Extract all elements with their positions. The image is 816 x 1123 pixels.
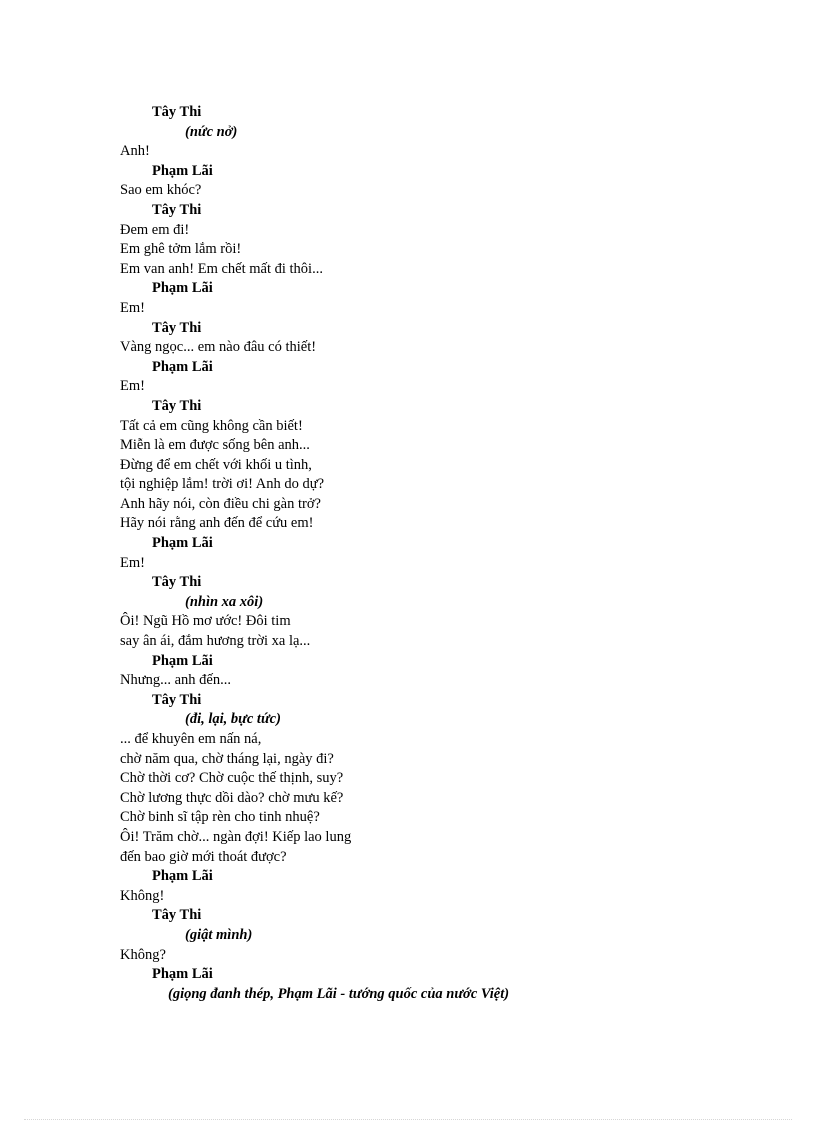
- verse-line: Sao em khóc?: [120, 182, 202, 199]
- verse-line: Em!: [120, 554, 145, 571]
- verse-line: Chờ lương thực dồi dào? chờ mưu kế?: [120, 789, 344, 806]
- speaker-name: Tây Thi: [152, 201, 202, 218]
- speaker-name: Phạm Lãi: [152, 162, 213, 179]
- verse-line: tội nghiệp lắm! trời ơi! Anh do dự?: [120, 476, 325, 493]
- stage-direction: (giật mình): [185, 926, 253, 943]
- verse-line: Em ghê tởm lắm rồi!: [120, 241, 242, 258]
- verse-line: Ôi! Trăm chờ... ngàn đợi! Kiếp lao lung: [120, 828, 352, 845]
- verse-line: say ân ái, đắm hương trời xa lạ...: [120, 633, 311, 650]
- verse-line: Nhưng... anh đến...: [120, 672, 231, 689]
- verse-line: Chờ thời cơ? Chờ cuộc thế thịnh, suy?: [120, 770, 344, 787]
- speaker-name: Tây Thi: [152, 691, 202, 708]
- verse-line: Miễn là em được sống bên anh...: [120, 437, 310, 454]
- verse-line: ... để khuyên em nấn ná,: [120, 731, 262, 747]
- speaker-name: Phạm Lãi: [152, 966, 213, 983]
- speaker-name: Tây Thi: [152, 574, 202, 591]
- verse-line: Không?: [120, 946, 166, 963]
- speaker-name: Phạm Lãi: [152, 868, 213, 885]
- verse-line: Chờ binh sĩ tập rèn cho tinh nhuệ?: [120, 809, 320, 826]
- speaker-name: Phạm Lãi: [152, 280, 213, 297]
- verse-line: Anh hãy nói, còn điều chi gàn trở?: [120, 495, 321, 512]
- stage-direction: (nhìn xa xôi): [185, 593, 264, 610]
- verse-line: Em van anh! Em chết mất đi thôi...: [120, 260, 323, 277]
- speaker-name: Tây Thi: [152, 907, 202, 924]
- verse-line: Hãy nói rằng anh đến để cứu em!: [120, 515, 314, 532]
- verse-line: Vàng ngọc... em nào đâu có thiết!: [120, 339, 317, 356]
- speaker-name: Phạm Lãi: [152, 535, 213, 552]
- verse-line: Anh!: [120, 143, 150, 160]
- verse-line: Ôi! Ngũ Hồ mơ ước! Đôi tim: [120, 613, 291, 630]
- play-script: [120, 103, 680, 1004]
- verse-line: chờ năm qua, chờ tháng lại, ngày đi?: [120, 750, 334, 767]
- verse-line: Em!: [120, 378, 145, 395]
- stage-direction: (đi, lại, bực tức): [185, 711, 281, 728]
- page-bottom-divider: [24, 1119, 792, 1120]
- speaker-name: Phạm Lãi: [152, 358, 213, 375]
- verse-line: Đem em đi!: [120, 221, 190, 238]
- stage-direction: (nức nở): [185, 123, 238, 140]
- verse-line: Tất cả em cũng không cần biết!: [120, 417, 303, 434]
- speaker-name: Tây Thi: [152, 397, 202, 414]
- speaker-name: Tây Thi: [152, 104, 202, 120]
- verse-line: đến bao giờ mới thoát được?: [120, 848, 287, 865]
- stage-direction: (giọng đanh thép, Phạm Lãi - tướng quốc của nước Việt): [168, 985, 510, 1002]
- speaker-name: Tây Thi: [152, 319, 202, 336]
- speaker-name: Phạm Lãi: [152, 652, 213, 669]
- verse-line: Em!: [120, 299, 145, 316]
- verse-line: Không!: [120, 887, 165, 904]
- verse-line: Đừng để em chết với khối u tình,: [120, 456, 312, 473]
